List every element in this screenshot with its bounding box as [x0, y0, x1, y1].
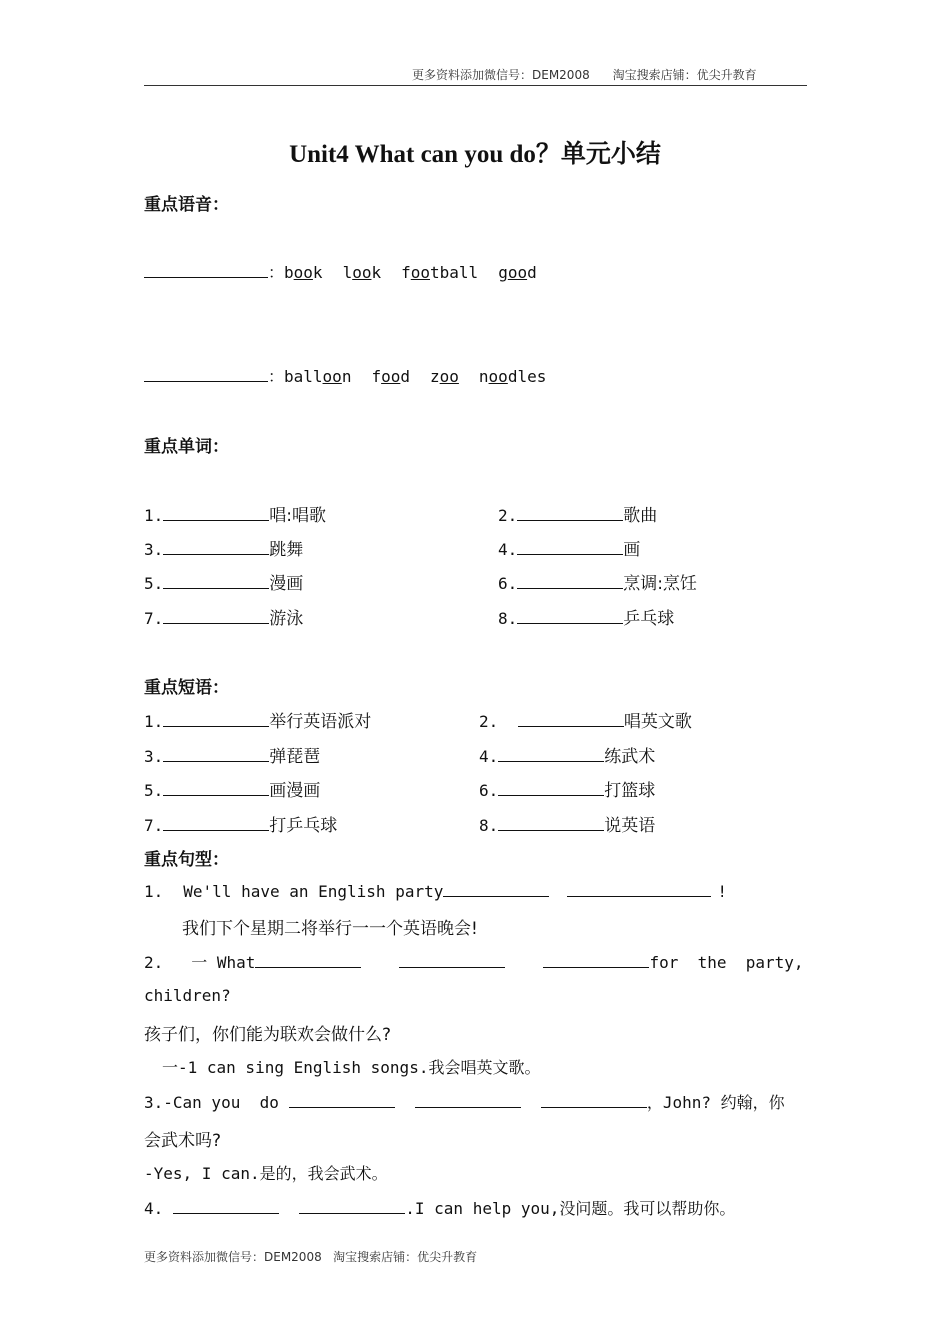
phrase-item: 2. 唱英文歌 [479, 712, 692, 732]
answer-blank[interactable] [517, 607, 623, 624]
phrase-item: 7. 打乒乓球 [144, 816, 338, 836]
answer-blank[interactable] [255, 951, 361, 968]
answer-blank[interactable] [399, 951, 505, 968]
sentences-heading: 重点句型： [144, 850, 229, 870]
answer-blank[interactable] [173, 1197, 279, 1214]
answer-blank[interactable] [144, 365, 268, 382]
word-item: 6. 烹调:烹饪 [498, 574, 697, 594]
colon: ： [268, 367, 285, 386]
word-item: 4. 画 [498, 540, 641, 560]
answer-blank[interactable] [543, 951, 649, 968]
sentence-4: 4. .I can help you,没问题。我可以帮助你。 [144, 1199, 736, 1218]
answer-blank[interactable] [163, 538, 269, 555]
phrase-item: 4. 练武术 [479, 747, 656, 767]
answer-blank[interactable] [498, 745, 604, 762]
phrase-item: 3. 弹琵琶 [144, 747, 321, 767]
phrase-item: 6. 打篮球 [479, 781, 656, 801]
page-header: 更多资料添加微信号：DEM2008 淘宝搜索店铺：优尖升教育 [412, 68, 757, 82]
phonics-word: good [498, 263, 537, 282]
sentence-1-translation: 我们下个星期二将举行一一个英语晚会! [182, 919, 478, 939]
sentence-3: 3.-Can you do ，John? 约翰，你 [144, 1093, 785, 1112]
header-divider [144, 85, 807, 86]
word-item: 3. 跳舞 [144, 540, 304, 560]
sentence-2-continued: children? [144, 986, 231, 1005]
phrase-item: 8. 说英语 [479, 816, 656, 836]
phonics-word: balloon [284, 367, 352, 386]
answer-blank[interactable] [299, 1197, 405, 1214]
phonics-word: food [371, 367, 410, 386]
colon: ： [268, 263, 285, 282]
words-heading: 重点单词： [144, 437, 229, 457]
answer-blank[interactable] [498, 814, 604, 831]
sentence-2: 2. 一 What for the party, [144, 953, 804, 972]
sentence-1: 1. We'll have an English party ! [144, 882, 727, 901]
phonics-word: football [401, 263, 479, 282]
answer-blank[interactable] [163, 607, 269, 624]
phonics-row [144, 260, 537, 283]
answer-blank[interactable] [518, 710, 624, 727]
answer-blank[interactable] [163, 710, 269, 727]
answer-blank[interactable] [163, 572, 269, 589]
phonics-word: look [342, 263, 382, 282]
phrase-item: 5. 画漫画 [144, 781, 321, 801]
word-item: 5. 漫画 [144, 574, 304, 594]
answer-blank[interactable] [163, 504, 269, 521]
phonics-word: noodles [478, 367, 547, 386]
answer-blank[interactable] [541, 1091, 647, 1108]
sentence-2-translation: 孩子们，你们能为联欢会做什么? [144, 1025, 392, 1045]
phrase-item: 1. 举行英语派对 [144, 712, 372, 732]
word-item: 7. 游泳 [144, 609, 304, 629]
phonics-heading: 重点语音： [144, 195, 229, 215]
page-footer: 更多资料添加微信号：DEM2008 淘宝搜索店铺：优尖升教育 [144, 1250, 478, 1264]
phonics-row [144, 364, 546, 387]
answer-blank[interactable] [144, 261, 268, 278]
answer-blank[interactable] [443, 880, 549, 897]
word-item: 2. 歌曲 [498, 506, 658, 526]
phonics-word: book [284, 263, 323, 282]
phonics-word: zoo [430, 367, 459, 386]
answer-blank[interactable] [163, 779, 269, 796]
sentence-3-answer: -Yes, I can.是的，我会武术。 [144, 1164, 388, 1183]
answer-blank[interactable] [289, 1091, 395, 1108]
answer-blank[interactable] [498, 779, 604, 796]
word-item: 8. 乒乓球 [498, 609, 675, 629]
sentence-2-answer: 一-1 can sing English songs.我会唱英文歌。 [162, 1058, 541, 1077]
page-title: Unit4 What can you do？单元小结 [289, 141, 661, 168]
answer-blank[interactable] [163, 745, 269, 762]
phrases-heading: 重点短语： [144, 678, 229, 698]
answer-blank[interactable] [517, 504, 623, 521]
answer-blank[interactable] [163, 814, 269, 831]
answer-blank[interactable] [517, 538, 623, 555]
answer-blank[interactable] [415, 1091, 521, 1108]
sentence-3-continued: 会武术吗? [144, 1131, 222, 1151]
answer-blank[interactable] [517, 572, 623, 589]
word-item: 1. 唱:唱歌 [144, 506, 326, 526]
answer-blank[interactable] [567, 880, 711, 897]
